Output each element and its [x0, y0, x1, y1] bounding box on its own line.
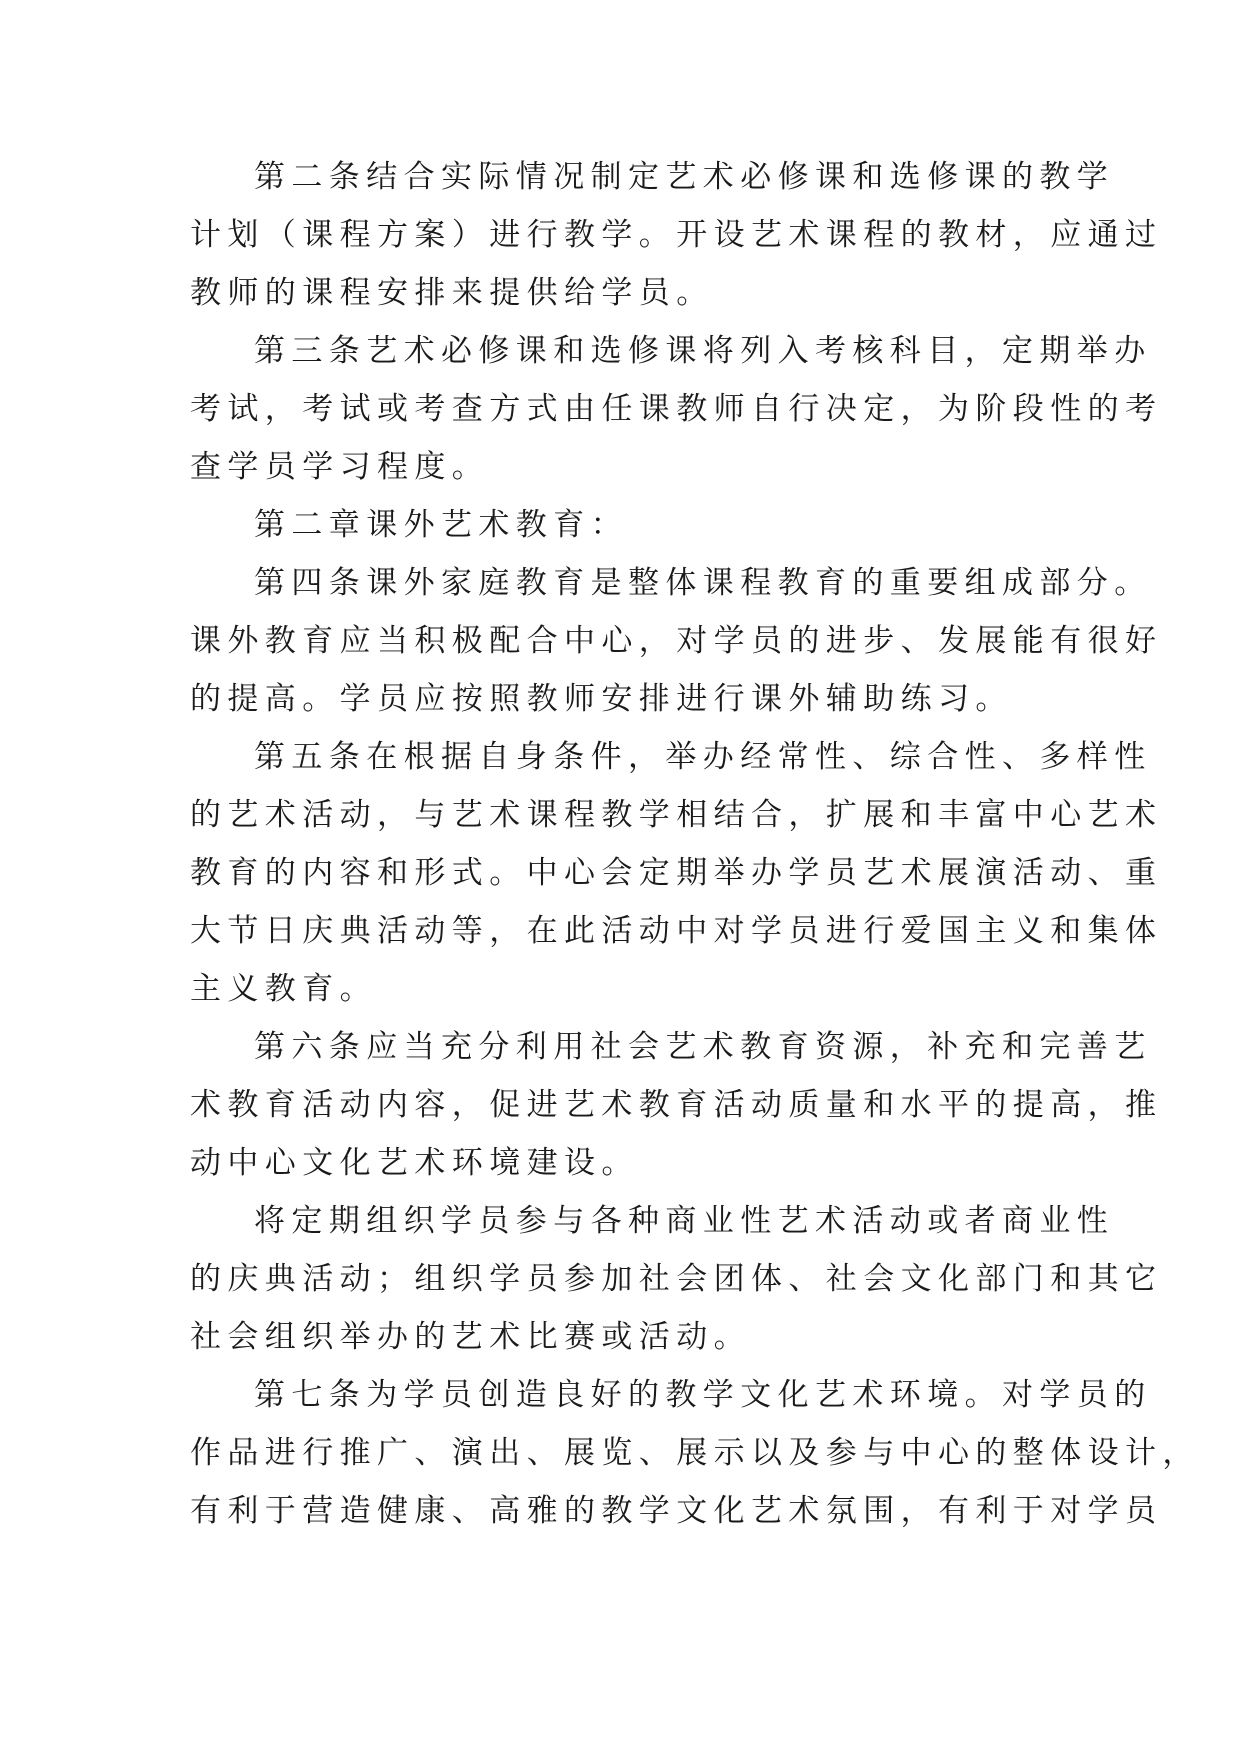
text-line: 的庆典活动；组织学员参加社会团体、社会文化部门和其它 — [190, 1261, 1163, 1297]
text-line: 术教育活动内容，促进艺术教育活动质量和水平的提高，推 — [190, 1087, 1163, 1123]
paragraph-article-3 — [190, 322, 1163, 496]
text-line: 第三条艺术必修课和选修课将列入考核科目，定期举办 — [254, 333, 1152, 369]
text-line: 课外教育应当积极配合中心，对学员的进步、发展能有很好 — [190, 623, 1163, 659]
text-line: 第二条结合实际情况制定艺术必修课和选修课的教学 — [254, 159, 1115, 195]
paragraph-article-6 — [190, 1018, 1163, 1192]
paragraph-article-4 — [190, 554, 1163, 728]
text-line: 将定期组织学员参与各种商业性艺术活动或者商业性 — [254, 1203, 1115, 1239]
text-line: 动中心文化艺术环境建设。 — [190, 1145, 639, 1181]
paragraph-article-2 — [190, 148, 1163, 322]
text-line: 的艺术活动，与艺术课程教学相结合，扩展和丰富中心艺术 — [190, 797, 1163, 833]
chapter-heading — [190, 496, 1050, 554]
text-line: 第七条为学员创造良好的教学文化艺术环境。对学员的 — [254, 1377, 1152, 1413]
text-line: 第五条在根据自身条件，举办经常性、综合性、多样性 — [254, 739, 1152, 775]
text-line: 教育的内容和形式。中心会定期举办学员艺术展演活动、重 — [190, 855, 1163, 891]
text-line: 大节日庆典活动等，在此活动中对学员进行爱国主义和集体 — [190, 913, 1163, 949]
document-body — [190, 148, 1200, 1540]
text-line: 教师的课程安排来提供给学员。 — [190, 275, 714, 311]
text-line: 计划（课程方案）进行教学。开设艺术课程的教材，应通过 — [190, 217, 1163, 253]
text-line: 第二章课外艺术教育： — [254, 507, 628, 543]
text-line: 的提高。学员应按照教师安排进行课外辅助练习。 — [190, 681, 1013, 717]
text-line: 主义教育。 — [190, 971, 377, 1007]
paragraph-article-5 — [190, 728, 1163, 1018]
text-line: 有利于营造健康、高雅的教学文化艺术氛围，有利于对学员 — [190, 1493, 1163, 1529]
text-line: 作品进行推广、演出、展览、展示以及参与中心的整体设计， — [190, 1435, 1200, 1471]
text-line: 第六条应当充分利用社会艺术教育资源，补充和完善艺 — [254, 1029, 1152, 1065]
paragraph-article-7 — [190, 1366, 1200, 1540]
text-line: 第四条课外家庭教育是整体课程教育的重要组成部分。 — [254, 565, 1152, 601]
text-line: 考试，考试或考查方式由任课教师自行决定，为阶段性的考 — [190, 391, 1163, 427]
text-line: 社会组织举办的艺术比赛或活动。 — [190, 1319, 751, 1355]
text-line: 查学员学习程度。 — [190, 449, 490, 485]
paragraph-activities — [190, 1192, 1163, 1366]
